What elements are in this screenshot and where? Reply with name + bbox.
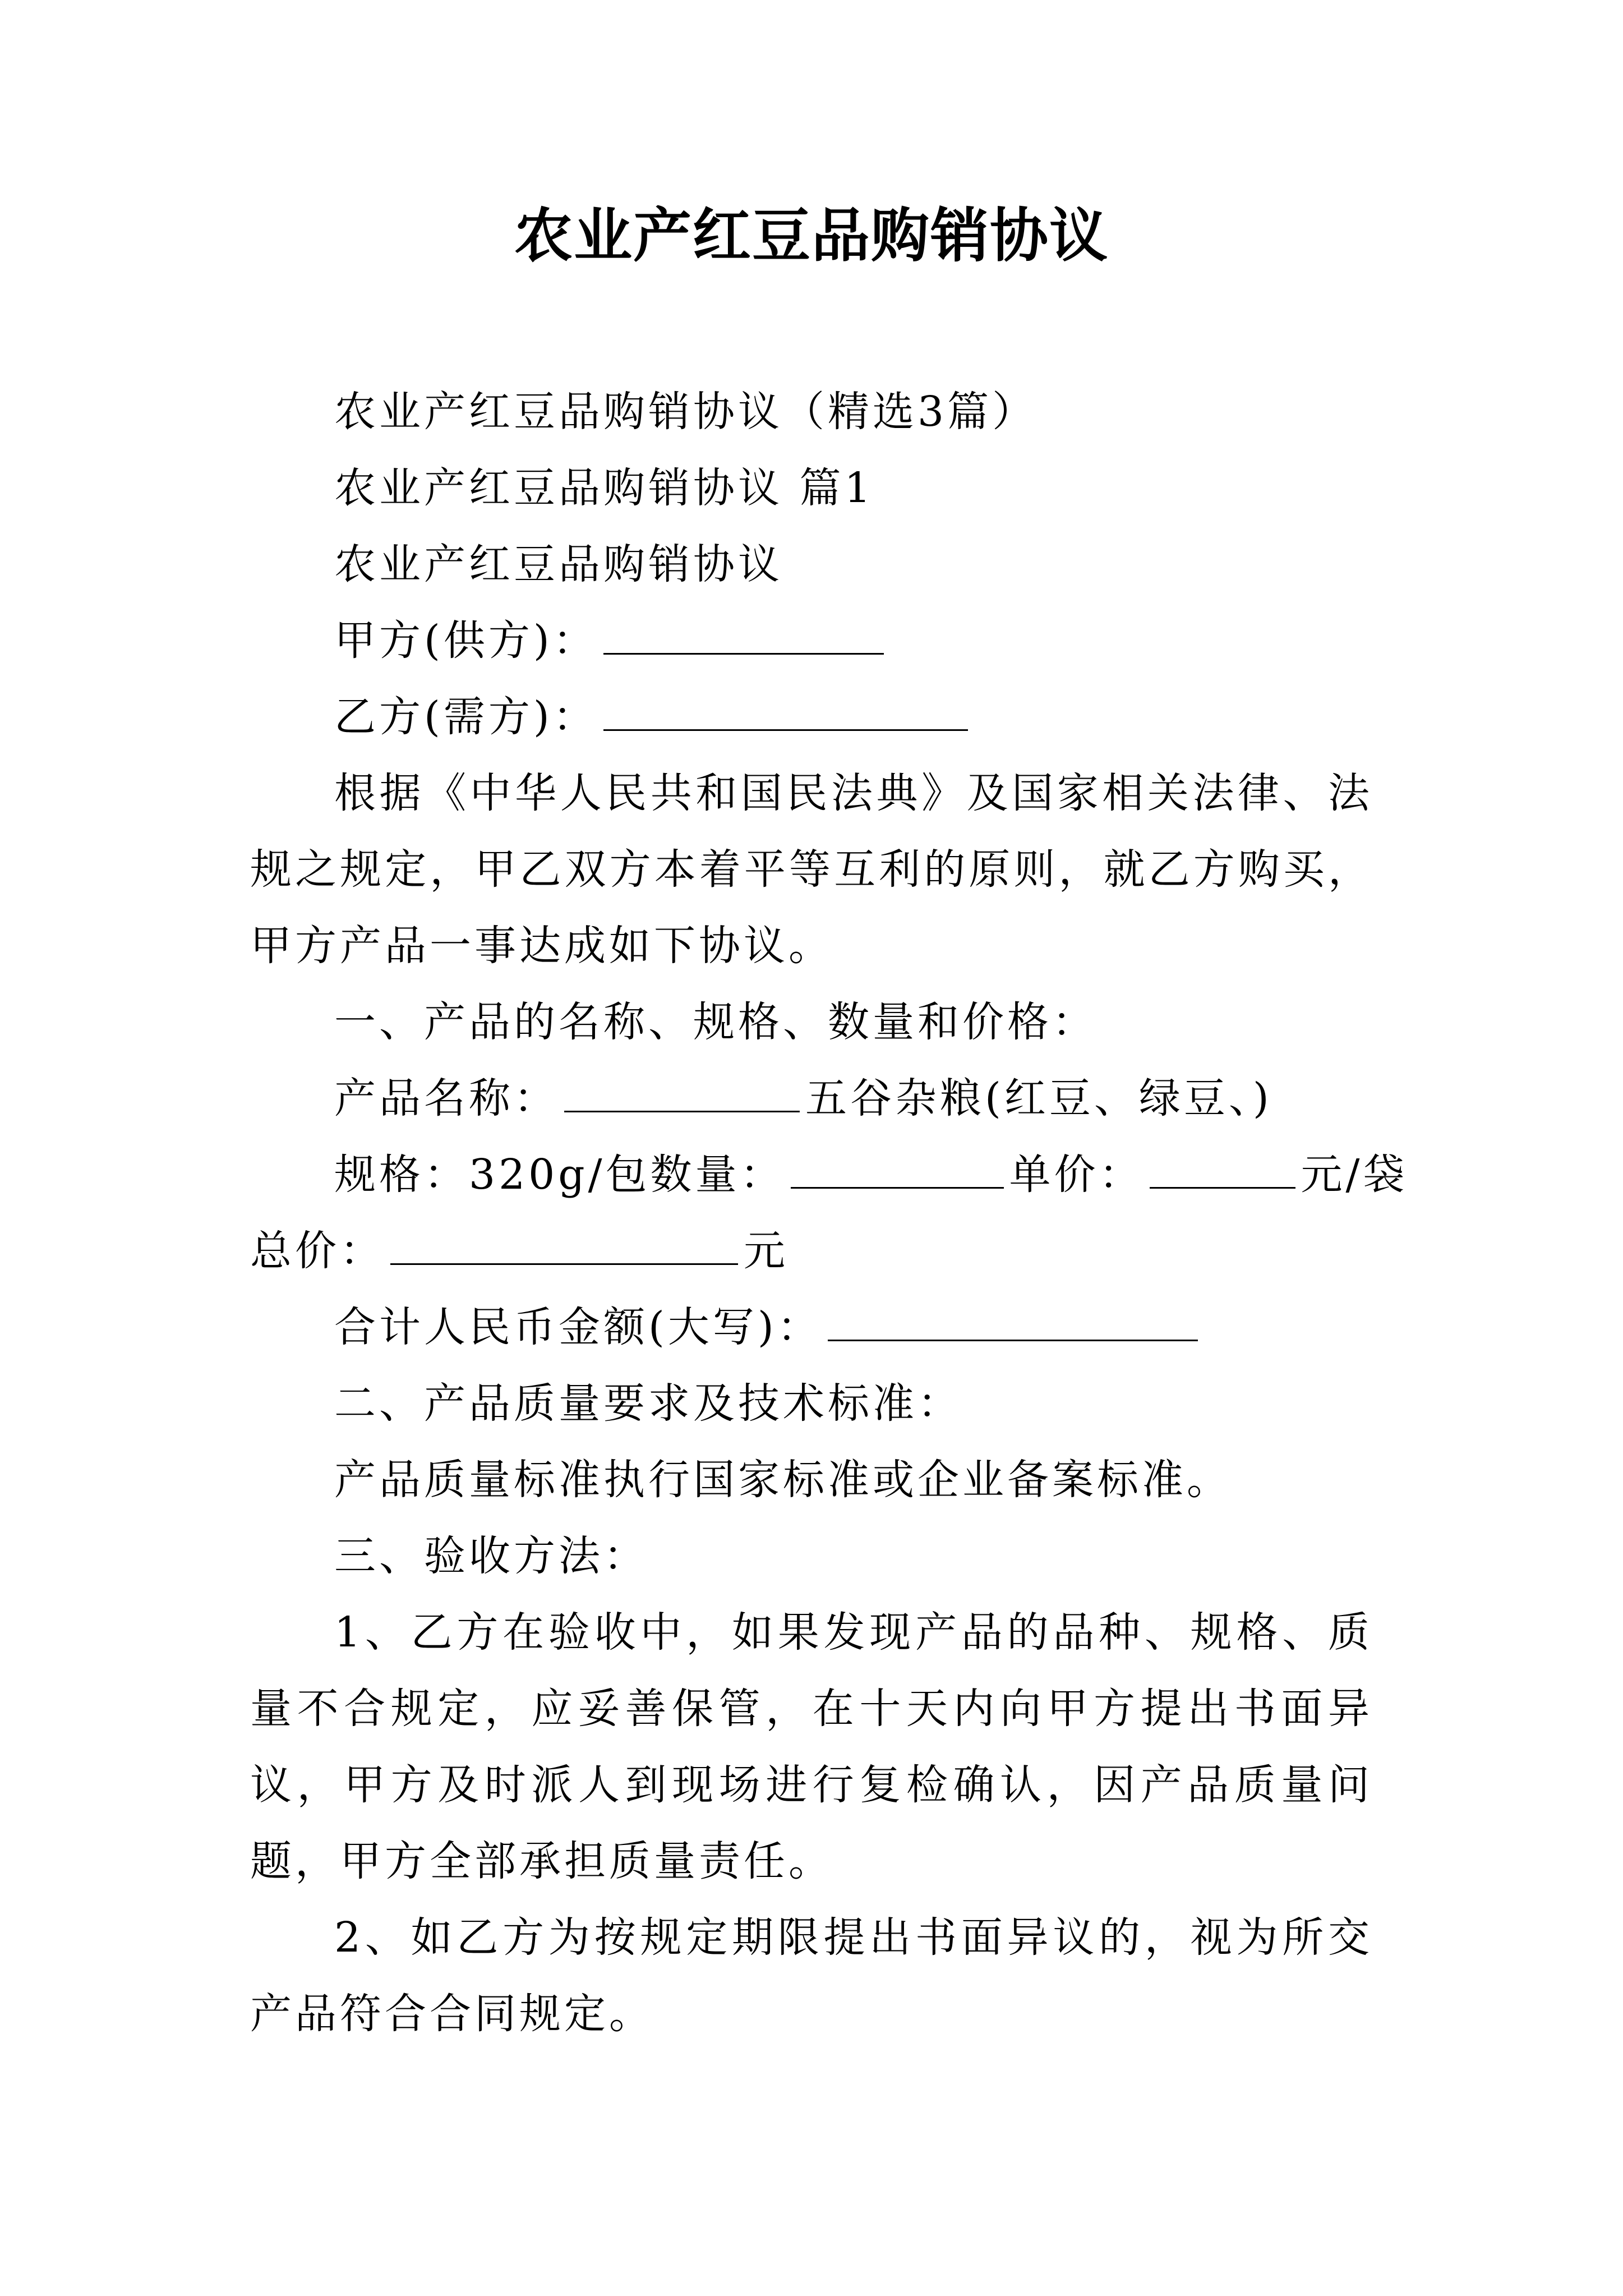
section-1-heading: 一、产品的名称、规格、数量和价格： — [334, 998, 1097, 1046]
document-body — [250, 374, 1408, 2052]
total-price-line — [250, 1213, 1373, 1289]
total-price-label: 总价： — [250, 1227, 385, 1275]
party-a-label: 甲方(供方)： — [334, 616, 598, 665]
section-3-heading: 三、验收方法： — [334, 1532, 648, 1580]
party-b-label: 乙方(需方)： — [334, 693, 598, 741]
product-name-line — [250, 1060, 1373, 1137]
party-a-blank[interactable] — [603, 617, 884, 655]
quantity-blank[interactable] — [791, 1151, 1004, 1189]
spec-label: 规格：320g/包数量： — [334, 1151, 785, 1199]
unit-suffix: 元/袋 — [1301, 1151, 1408, 1199]
product-name-blank[interactable] — [564, 1075, 800, 1112]
party-b-blank[interactable] — [603, 693, 968, 731]
spec-line — [250, 1137, 1408, 1213]
unit-price-blank[interactable] — [1150, 1151, 1295, 1189]
product-name-value: 五谷杂粮(红豆、绿豆、) — [805, 1074, 1272, 1122]
clause-1-paragraph: 1、乙方在验收中，如果发现产品的品种、规格、质量不合规定，应妥善保管，在十天内向甲方提出书面异议，甲方及时派人到现场进行复检确认，因产品质量问题，甲方全部承担质量责任。 — [250, 1608, 1373, 1885]
party-b-line — [250, 679, 1373, 755]
document-title: 农业产红豆品购销协议 — [514, 201, 1109, 270]
agreement-heading: 农业产红豆品购销协议 — [334, 540, 783, 588]
subtitle-line: 农业产红豆品购销协议（精选3篇） — [334, 388, 1038, 436]
unit-price-label: 单价： — [1009, 1151, 1144, 1199]
section-2-heading: 二、产品质量要求及技术标准： — [334, 1379, 962, 1428]
rmb-amount-blank[interactable] — [828, 1304, 1198, 1341]
rmb-amount-label: 合计人民币金额(大写)： — [334, 1303, 822, 1351]
rmb-amount-line — [250, 1289, 1373, 1365]
product-name-label: 产品名称： — [334, 1074, 559, 1122]
part-heading: 农业产红豆品购销协议 篇1 — [334, 464, 874, 512]
intro-paragraph: 根据《中华人民共和国民法典》及国家相关法律、法规之规定，甲乙双方本着平等互利的原则，就乙方购买，甲方产品一事达成如下协议。 — [250, 769, 1373, 970]
total-price-suffix: 元 — [744, 1227, 789, 1275]
party-a-line — [250, 602, 1373, 679]
section-2-text: 产品质量标准执行国家标准或企业备案标准。 — [334, 1456, 1232, 1504]
total-price-blank[interactable] — [390, 1227, 738, 1265]
clause-2-paragraph: 2、如乙方为按规定期限提出书面异议的，视为所交产品符合合同规定。 — [250, 1913, 1373, 2038]
